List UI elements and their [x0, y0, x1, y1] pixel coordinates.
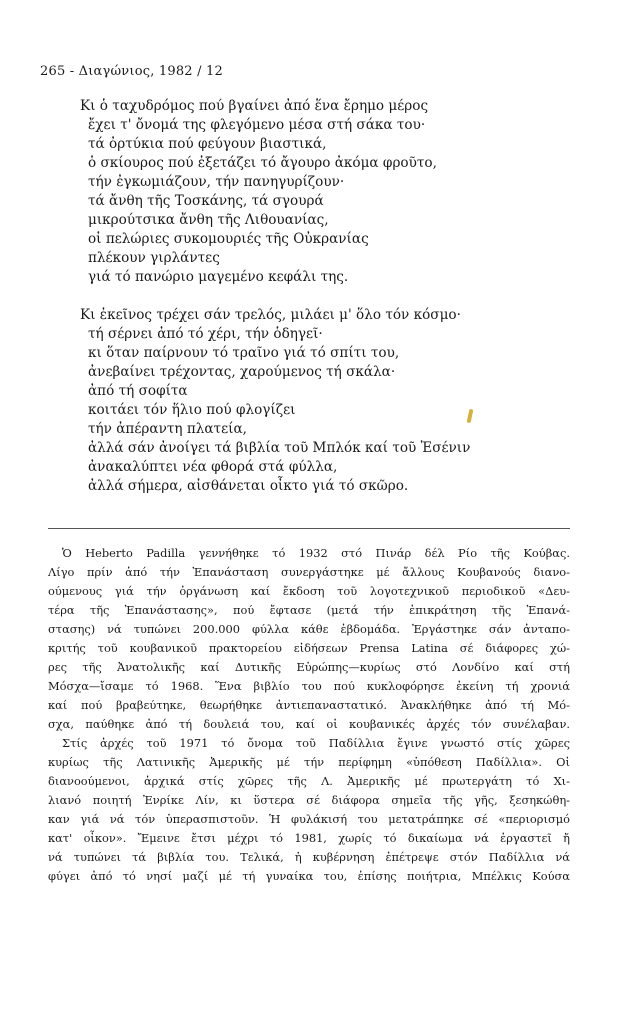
note-line: καν γιά νά τόν ὑπερασπιστοῦν. Ἡ φυλάκισή του μετατράπηκε σέ «περιορισμό [48, 812, 570, 826]
section-divider [48, 528, 570, 529]
poem-line: γιά τό πανώριο μαγεμένο κεφάλι της. [88, 269, 349, 285]
author-note [48, 544, 570, 886]
note-line: Ὁ Heberto Padilla γεννήθηκε τό 1932 στό Πινάρ δέλ Ρίο τῆς Κούβας. [62, 546, 570, 560]
note-line: τέρα τῆς Ἐπανάστασης», πού ἔφτασε (μετά τήν ἐπικράτηση τῆς Ἐπανά- [48, 603, 570, 617]
note-line: κατ' οἶκον». Ἔμεινε ἔτσι μέχρι τό 1981, χωρίς τό δικαίωμα νά ἐργαστεῖ ἤ [48, 831, 570, 845]
poem-line: μικρούτσικα ἄνθη τῆς Λιθουανίας, [88, 212, 329, 228]
poem-line: ἀλλά σάν ἀνοίγει τά βιβλία τοῦ Μπλόκ καί τοῦ Ἐσένιν [88, 440, 471, 456]
note-line: κριτής τοῦ κουβανικοῦ πρακτορείου εἰδήσεων Prensa Latina σέ διάφορες χώ- [48, 641, 570, 655]
poem-line: πλέκουν γιρλάντες [88, 250, 220, 266]
poem-line: ἀλλά σήμερα, αἰσθάνεται οἶκτο γιά τό σκῶρο. [88, 478, 409, 494]
note-line: λιανό ποιητή Ἐνρίκε Λίν, κι ὕστερα σέ διάφορα σημεῖα τῆς γῆς, ξεσηκώθη- [48, 793, 570, 807]
note-line: κυρίως τῆς Λατινικῆς Ἀμερικῆς μέ τήν περίφημη «ὑπόθεση Παδίλλια». Οἱ [48, 755, 570, 769]
poem-line: ἀνακαλύπτει νέα φθορά στά φύλλα, [88, 459, 338, 475]
poem-line: ἀπό τή σοφίτα [88, 383, 188, 399]
note-line: φύγει ἀπό τό νησί μαζί μέ τή γυναίκα του, ἐπίσης ποιήτρια, Μπέλκις Κούσα [48, 869, 570, 883]
note-line: ούμενους γιά τήν ὀργάνωση καί ἔκδοση τοῦ λογοτεχνικοῦ περιοδικοῦ «Δευ- [48, 584, 570, 598]
note-line: νά τυπώνει τά βιβλία του. Τελικά, ἡ κυβέρνηση ἐπέτρεψε στόν Παδίλλια νά [48, 850, 570, 864]
poem-line: ὁ σκίουρος πού ἐξετάζει τό ἄγουρο ἀκόμα φροῦτο, [88, 155, 437, 171]
note-line: διανοούμενοι, ἀρχικά στίς χῶρες τῆς Λ. Ἀμερικῆς μέ πρωτεργάτη τό Χι- [48, 774, 570, 788]
poem-line: Κι ὁ ταχυδρόμος πού βγαίνει ἀπό ἕνα ἔρημο μέρος [80, 98, 429, 114]
poem-line: τά ἄνθη τῆς Τοσκάνης, τά σγουρά [88, 193, 324, 209]
note-line: στασης) νά τυπώνει 200.000 φύλλα κάθε ἑβδομάδα. Ἐργάστηκε σάν ἀνταπο- [48, 622, 570, 636]
page-header: 265 - Διαγώνιος, 1982 / 12 [40, 64, 223, 79]
poem [80, 97, 600, 496]
poem-line: κοιτάει τόν ἥλιο πού φλογίζει [88, 402, 296, 418]
poem-line: ἀνεβαίνει τρέχοντας, χαρούμενος τή σκάλα· [88, 364, 396, 380]
poem-line: οἱ πελώριες συκομουριές τῆς Οὐκρανίας [88, 231, 369, 247]
poem-line: τήν ἐγκωμιάζουν, τήν πανηγυρίζουν· [88, 174, 345, 190]
poem-line: ἔχει τ' ὄνομά της φλεγόμενο μέσα στή σάκα του· [88, 117, 426, 133]
poem-line: τά ὀρτύκια πού φεύγουν βιαστικά, [88, 136, 327, 152]
poem-line: τή σέρνει ἀπό τό χέρι, τήν ὁδηγεῖ· [88, 326, 323, 342]
note-line: ρες τῆς Ἀνατολικῆς καί Δυτικῆς Εὐρώπης—κυρίως στό Λονδίνο καί στή [48, 660, 570, 674]
poem-stanza-1 [80, 97, 600, 287]
poem-line: τήν ἀπέραντη πλατεία, [88, 421, 247, 437]
note-line: σχα, παύθηκε ἀπό τή δουλειά του, καί οἱ κουβανικές ἀρχές τόν συνέλαβαν. [48, 717, 570, 731]
poem-line: Κι ἐκεῖνος τρέχει σάν τρελός, μιλάει μ' ὅλο τόν κόσμο· [80, 307, 461, 323]
note-line: Στίς ἀρχές τοῦ 1971 τό ὄνομα τοῦ Παδίλλια ἔγινε γνωστό στίς χῶρες [62, 736, 570, 750]
note-line: Λίγο πρίν ἀπό τήν Ἐπανάσταση συνεργάστηκε μέ ἄλλους Κουβανούς διανο- [48, 565, 570, 579]
note-line: Μόσχα—ἴσαμε τό 1968. Ἕνα βιβλίο του πού κυκλοφόρησε ἐκείνη τή χρονιά [48, 679, 570, 693]
note-line: καί πού βραβεύτηκε, θεωρήθηκε ἀντιεπαναστατικό. Ἀνακλήθηκε ἀπό τή Μό- [48, 698, 570, 712]
poem-line: κι ὅταν παίρνουν τό τραῖνο γιά τό σπίτι του, [88, 345, 400, 361]
poem-stanza-2 [80, 306, 600, 496]
